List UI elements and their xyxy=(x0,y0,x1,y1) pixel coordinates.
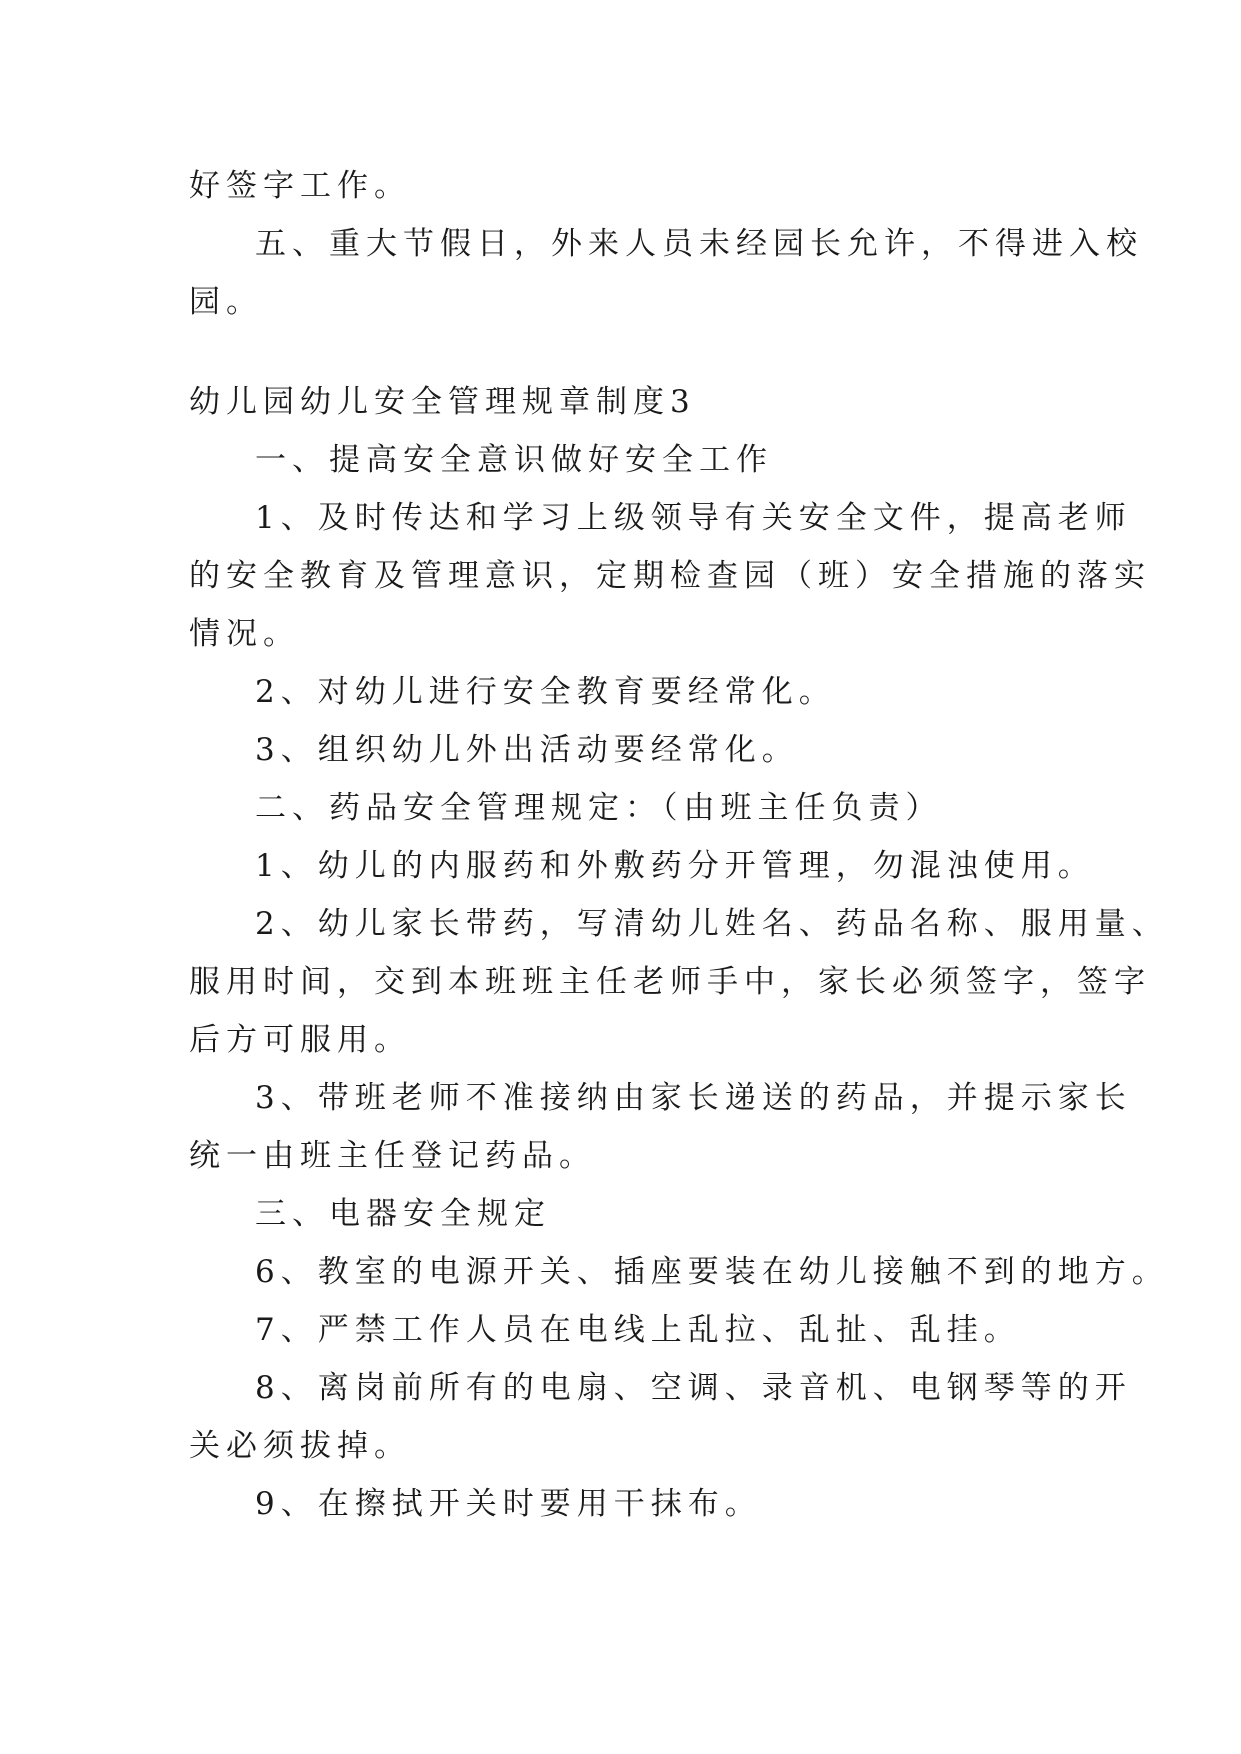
paragraph-line: 9、在擦拭开关时要用干抹布。 xyxy=(255,1486,762,1522)
paragraph-line: 园。 xyxy=(189,284,263,320)
paragraph-gap xyxy=(189,331,1069,373)
paragraph-line: 二、药品安全管理规定：（由班主任负责） xyxy=(255,790,943,826)
paragraph-line: 好签字工作。 xyxy=(189,168,411,204)
paragraph-line: 7、严禁工作人员在电线上乱拉、乱扯、乱挂。 xyxy=(255,1312,1021,1348)
paragraph-line: 后方可服用。 xyxy=(189,1022,411,1058)
paragraph-line: 3、组织幼儿外出活动要经常化。 xyxy=(255,732,799,768)
paragraph-line: 服用时间，交到本班班主任老师手中，家长必须签字，签字 xyxy=(189,964,1151,1000)
paragraph-line: 1、幼儿的内服药和外敷药分开管理，勿混浊使用。 xyxy=(255,848,1095,884)
paragraph-line: 三、电器安全规定 xyxy=(255,1196,551,1232)
paragraph-line: 一、提高安全意识做好安全工作 xyxy=(255,442,773,478)
paragraph-line: 1、及时传达和学习上级领导有关安全文件，提高老师 xyxy=(255,500,1132,536)
paragraph-line: 统一由班主任登记药品。 xyxy=(189,1138,596,1174)
document-body xyxy=(189,157,1169,1533)
paragraph-line: 情况。 xyxy=(189,616,300,652)
paragraph-line: 关必须拔掉。 xyxy=(189,1428,411,1464)
paragraph-line: 6、教室的电源开关、插座要装在幼儿接触不到的地方。 xyxy=(255,1254,1169,1290)
paragraph-line: 8、离岗前所有的电扇、空调、录音机、电钢琴等的开 xyxy=(255,1370,1132,1406)
paragraph-line: 3、带班老师不准接纳由家长递送的药品，并提示家长 xyxy=(255,1080,1132,1116)
paragraph-line: 五、重大节假日，外来人员未经园长允许，不得进入校 xyxy=(255,226,1143,262)
section-heading: 幼儿园幼儿安全管理规章制度3 xyxy=(189,384,696,420)
paragraph-line: 2、幼儿家长带药，写清幼儿姓名、药品名称、服用量、 xyxy=(255,906,1169,942)
paragraph-line: 2、对幼儿进行安全教育要经常化。 xyxy=(255,674,836,710)
paragraph-line: 的安全教育及管理意识，定期检查园（班）安全措施的落实 xyxy=(189,558,1151,594)
